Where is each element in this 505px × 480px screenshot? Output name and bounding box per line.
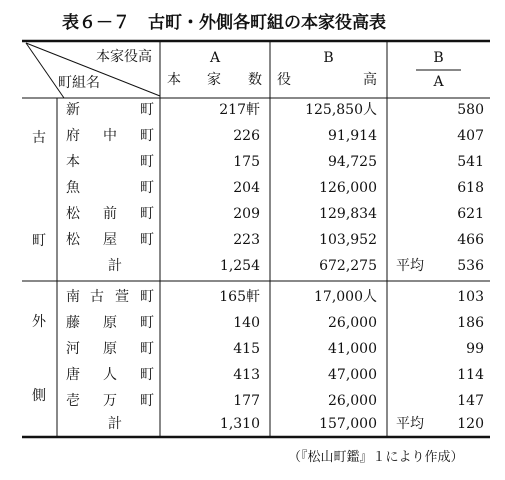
yakudaka-total: 157,000	[319, 416, 377, 432]
town-name-char: 新	[66, 102, 80, 118]
col-a-label-2: 家	[207, 72, 221, 88]
town-name-char: 町	[140, 315, 154, 331]
town-name-char: 松	[66, 206, 80, 222]
table-number: 表６－７	[62, 13, 130, 33]
town-name-char: 松	[66, 232, 80, 248]
town-name-char: 南	[66, 289, 80, 305]
houses-count: 223	[233, 232, 260, 248]
town-name-char: 唐	[66, 367, 80, 383]
yakudaka: 26,000	[328, 315, 377, 331]
houses-count: 140	[233, 315, 260, 331]
town-name-char: 町	[140, 154, 154, 170]
yakudaka: 125,850人	[305, 102, 377, 118]
town-name-char: 人	[103, 367, 117, 383]
ratio: 186	[457, 315, 484, 331]
ratio-average: 120	[457, 416, 484, 432]
town-name-char: 府	[66, 128, 80, 144]
ratio: 618	[457, 180, 484, 196]
houses-count: 413	[233, 367, 260, 383]
town-name-char: 町	[140, 206, 154, 222]
yakudaka: 41,000	[328, 341, 377, 357]
town-name-char: 万	[103, 393, 117, 409]
total-label: 計	[108, 258, 122, 274]
town-name-char: 町	[140, 341, 154, 357]
group-label-sotogawa-1: 外	[32, 314, 46, 330]
town-name-char: 河	[66, 341, 80, 357]
town-name-char: 町	[140, 102, 154, 118]
yakudaka: 47,000	[328, 367, 377, 383]
col-a-letter: A	[209, 50, 221, 66]
diagonal-header-bottom: 町組名	[58, 75, 100, 91]
town-name-char: 町	[140, 393, 154, 409]
yakudaka-total: 672,275	[319, 258, 377, 274]
ratio: 407	[457, 128, 484, 144]
houses-count: 415	[233, 341, 260, 357]
houses-total: 1,310	[219, 416, 260, 432]
houses-count: 177	[233, 393, 260, 409]
ratio: 99	[466, 341, 484, 357]
average-label: 平均	[396, 258, 424, 274]
houses-count: 204	[233, 180, 260, 196]
ratio: 621	[457, 206, 484, 222]
town-name-char: 本	[66, 154, 80, 170]
yakudaka: 17,000人	[314, 289, 377, 305]
town-name-char: 屋	[103, 232, 117, 248]
yakudaka: 126,000	[319, 180, 377, 196]
ratio: 103	[457, 289, 484, 305]
houses-count: 175	[233, 154, 260, 170]
group-label-komachi-2: 町	[32, 233, 46, 249]
group-label-sotogawa-2: 側	[32, 388, 46, 404]
total-label: 計	[108, 416, 122, 432]
ratio: 114	[457, 367, 484, 383]
town-name-char: 壱	[66, 393, 80, 409]
town-name-char: 中	[103, 128, 117, 144]
town-name-char: 古	[90, 289, 104, 305]
diagonal-header-top: 本家役高	[96, 49, 152, 65]
town-name-char: 魚	[66, 180, 80, 196]
town-name-char: 町	[140, 232, 154, 248]
col-b-label-1: 役	[277, 72, 291, 88]
yakudaka: 91,914	[328, 128, 377, 144]
ratio: 580	[457, 102, 484, 118]
source-note: （『松山町鑑』１により作成）	[288, 450, 464, 465]
ratio-denominator: A	[433, 74, 444, 90]
ratio: 466	[457, 232, 484, 248]
ratio: 147	[457, 393, 484, 409]
col-b-label-2: 高	[363, 72, 377, 88]
houses-count: 209	[233, 206, 260, 222]
houses-count: 165軒	[219, 289, 260, 305]
town-name-char: 町	[140, 289, 154, 305]
yakudaka: 94,725	[328, 154, 377, 170]
col-b-letter: B	[323, 50, 334, 66]
ratio-average: 536	[457, 258, 484, 274]
town-name-char: 萱	[115, 289, 129, 305]
town-name-char: 藤	[66, 315, 80, 331]
yakudaka: 103,952	[319, 232, 377, 248]
yakudaka: 26,000	[328, 393, 377, 409]
col-a-label-1: 本	[167, 72, 181, 88]
average-label: 平均	[396, 416, 424, 432]
col-a-label-3: 数	[248, 72, 262, 88]
houses-count: 226	[233, 128, 260, 144]
town-name-char: 原	[103, 315, 117, 331]
ratio: 541	[457, 154, 484, 170]
town-name-char: 前	[103, 206, 117, 222]
houses-count: 217軒	[219, 102, 260, 118]
houses-total: 1,254	[219, 258, 260, 274]
yakudaka: 129,834	[319, 206, 377, 222]
table-caption: 古町・外側各町組の本家役高表	[148, 13, 386, 33]
ratio-numerator: B	[433, 50, 444, 66]
town-name-char: 町	[140, 128, 154, 144]
town-name-char: 町	[140, 367, 154, 383]
town-name-char: 原	[103, 341, 117, 357]
group-label-komachi-1: 古	[32, 130, 46, 146]
town-name-char: 町	[140, 180, 154, 196]
